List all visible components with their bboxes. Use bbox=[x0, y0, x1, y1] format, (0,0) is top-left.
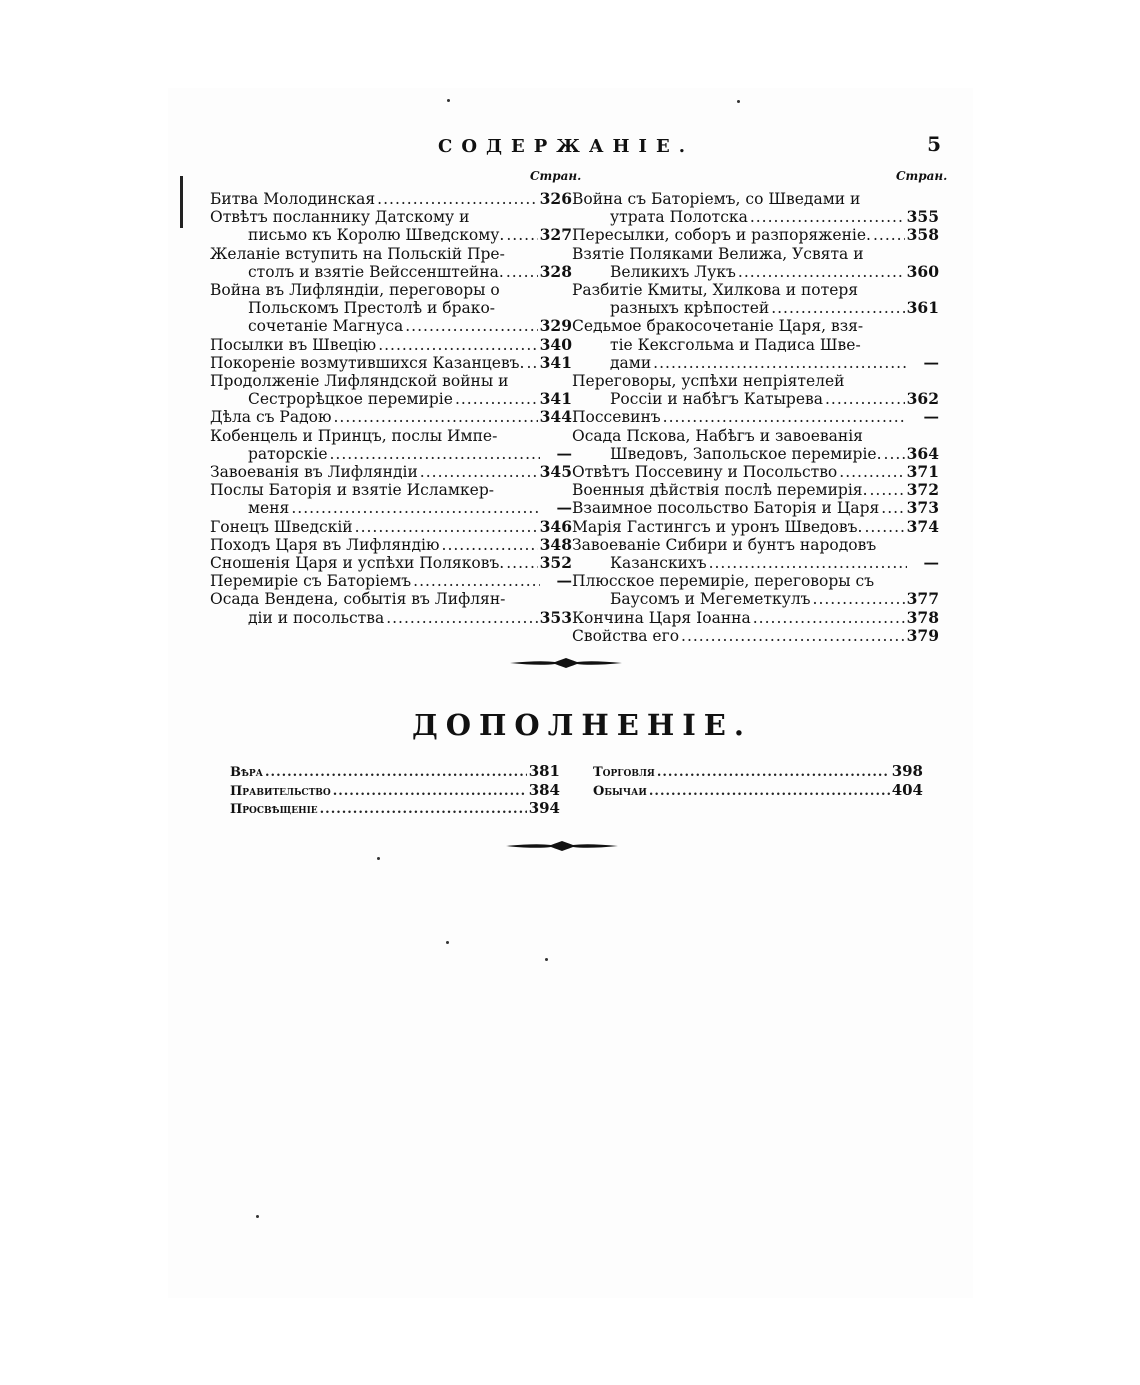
supplement-entry-title: Вѣра bbox=[230, 765, 264, 780]
toc-entry-row bbox=[572, 445, 939, 463]
toc-entry-page: 360 bbox=[906, 261, 939, 281]
dot-leader bbox=[420, 463, 538, 481]
toc-entry-row bbox=[210, 499, 572, 517]
toc-entry-page: 371 bbox=[906, 462, 939, 482]
toc-entry-title: Кобенцель и Принцъ, послы Импе- bbox=[210, 426, 498, 445]
toc-entry bbox=[210, 427, 572, 463]
toc-entry-row bbox=[210, 445, 572, 463]
toc-entry-page: 328 bbox=[539, 261, 572, 281]
running-title: СОДЕРЖАНІЕ. bbox=[438, 136, 694, 157]
dot-leader bbox=[506, 263, 538, 281]
toc-entry-title: Желаніе вступить на Польскій Пре- bbox=[210, 244, 505, 263]
dot-leader bbox=[386, 609, 537, 627]
dot-leader bbox=[738, 263, 905, 281]
toc-entry bbox=[210, 590, 572, 626]
toc-entry-page: — bbox=[923, 407, 939, 427]
toc-entry bbox=[572, 572, 939, 608]
speck bbox=[447, 99, 450, 102]
toc-entry-row bbox=[572, 408, 939, 426]
dot-leader bbox=[413, 572, 540, 590]
dot-leader bbox=[709, 554, 907, 572]
toc-entry-page: — bbox=[556, 498, 572, 518]
toc-entry-title: утрата Полотска bbox=[610, 208, 748, 227]
supplement-entry-page: 384 bbox=[528, 780, 560, 799]
toc-entry bbox=[210, 463, 572, 481]
toc-entry-title: Поссевинъ bbox=[572, 408, 661, 427]
toc-entry-title: Война въ Лифляндіи, переговоры о bbox=[210, 281, 500, 300]
toc-entry-title: Посылки въ Швецію bbox=[210, 335, 377, 354]
toc-entry-title: Дѣла съ Радою bbox=[210, 408, 332, 427]
supplement-entry-page: 404 bbox=[891, 780, 923, 799]
toc-entry-title: Походъ Царя въ Лифляндію bbox=[210, 535, 440, 554]
toc-entry-page: 372 bbox=[906, 480, 939, 500]
speck bbox=[377, 857, 380, 860]
toc-entry bbox=[572, 226, 939, 244]
toc-entry-page: 373 bbox=[906, 498, 939, 518]
toc-entry-row bbox=[572, 208, 939, 226]
toc-entry-title: Битва Молодинская bbox=[210, 190, 376, 208]
dot-leader bbox=[663, 408, 907, 426]
toc-entry bbox=[572, 536, 939, 572]
toc-entry-title: Марія Гастингсъ и уронъ Шведовъ. bbox=[572, 517, 863, 536]
dot-leader bbox=[750, 208, 905, 226]
dot-leader bbox=[506, 226, 537, 244]
toc-entry-row bbox=[572, 463, 939, 481]
toc-entry bbox=[210, 554, 572, 572]
toc-entry-row bbox=[572, 554, 939, 572]
toc-entry-page: — bbox=[556, 571, 572, 591]
supplement-entry-page: 381 bbox=[528, 762, 560, 780]
toc-entry-title: Переговоры, успѣхи непріятелей bbox=[572, 372, 845, 391]
toc-entry-row bbox=[210, 536, 572, 554]
dot-leader bbox=[526, 354, 537, 372]
dot-leader bbox=[333, 783, 527, 801]
toc-entry bbox=[572, 463, 939, 481]
toc-entry-row bbox=[210, 390, 572, 408]
toc-entry-title: дами bbox=[610, 353, 652, 372]
toc-entry bbox=[210, 190, 572, 208]
toc-entry bbox=[572, 245, 939, 281]
toc-entry-title: Сестрорѣцкое перемиріе bbox=[248, 390, 453, 409]
dot-leader bbox=[265, 764, 527, 782]
toc-entry-title: сочетаніе Магнуса bbox=[248, 317, 404, 336]
toc-entry-row bbox=[572, 390, 939, 408]
toc-entry-page: 358 bbox=[906, 225, 939, 245]
toc-entry-title: раторскіе bbox=[248, 444, 328, 463]
toc-entry-title: Осада Вендена, событія въ Лифлян- bbox=[210, 590, 506, 609]
dot-leader bbox=[455, 390, 538, 408]
toc-entry-row bbox=[210, 190, 572, 208]
toc-entry-row bbox=[210, 408, 572, 426]
toc-entry bbox=[572, 427, 939, 463]
toc-entry-page: 327 bbox=[539, 225, 572, 245]
toc-entry bbox=[210, 354, 572, 372]
supplement-entry bbox=[593, 763, 923, 782]
page-header bbox=[210, 132, 945, 166]
toc-entry-page: 378 bbox=[906, 607, 939, 627]
toc-entry-row bbox=[572, 627, 939, 645]
toc-entry-title: Баусомъ и Мегеметкулъ bbox=[610, 590, 811, 609]
supplement-entry bbox=[230, 782, 560, 801]
supplement-entry-title: Обычаи bbox=[593, 783, 647, 799]
toc-entry bbox=[210, 372, 572, 408]
supplement-entry-title: Просвѣщеніе bbox=[230, 802, 318, 817]
toc-entry-title: Взятіе Поляками Велижа, Усвята и bbox=[572, 244, 864, 263]
toc-entry-title: Разбитіе Кмиты, Хилкова и потеря bbox=[572, 281, 859, 300]
toc-entry bbox=[210, 536, 572, 554]
dot-leader bbox=[378, 336, 537, 354]
toc-entry-page: 353 bbox=[539, 607, 572, 627]
toc-entry-row bbox=[572, 518, 939, 536]
toc-entry-title: столъ и взятіе Вейссенштейна. bbox=[248, 262, 504, 281]
toc-entry bbox=[572, 499, 939, 517]
toc-entry-page: 345 bbox=[539, 462, 572, 482]
toc-entry-row bbox=[210, 317, 572, 335]
supplement-entry-page: 394 bbox=[528, 799, 560, 817]
toc-entry-page: 348 bbox=[539, 534, 572, 554]
dot-leader bbox=[870, 481, 905, 499]
dot-leader bbox=[864, 518, 904, 536]
supplement-entry bbox=[230, 800, 560, 819]
toc-entry-title: Шведовъ, Запольское перемиріе. bbox=[610, 444, 882, 463]
toc-entry-page: 329 bbox=[539, 316, 572, 336]
toc-entry bbox=[210, 336, 572, 354]
toc-entry-title: Покореніе возмутившихся Казанцевъ. bbox=[210, 353, 525, 372]
column-label-left: Стран. bbox=[530, 169, 582, 183]
dot-leader bbox=[873, 226, 905, 244]
supplement-title: ДОПОЛНЕНІЕ. bbox=[412, 708, 753, 742]
supplement-entry-title: Правительство bbox=[230, 783, 331, 799]
toc-entry-row bbox=[210, 226, 572, 244]
divider-ornament bbox=[510, 656, 622, 670]
toc-entry-row bbox=[210, 354, 572, 372]
toc-entry-title: Взаимное посольство Баторія и Царя bbox=[572, 499, 880, 518]
toc-entry bbox=[572, 518, 939, 536]
toc-entry bbox=[210, 208, 572, 244]
toc-entry bbox=[210, 481, 572, 517]
toc-entry-page: — bbox=[923, 352, 939, 372]
toc-entry-page: 340 bbox=[539, 334, 572, 354]
toc-entry-page: 377 bbox=[906, 589, 939, 609]
toc-entry bbox=[572, 190, 939, 226]
dot-leader bbox=[355, 518, 538, 536]
toc-entry-title: Завоеваніе Сибири и бунтъ народовъ bbox=[572, 535, 877, 554]
toc-entry-row bbox=[210, 463, 572, 481]
toc-entry bbox=[210, 572, 572, 590]
toc-entry-page: 361 bbox=[906, 298, 939, 318]
toc-entry-title: Продолженіе Лифляндской войны и bbox=[210, 372, 509, 391]
toc-entry-row bbox=[572, 226, 939, 244]
speck bbox=[545, 958, 548, 961]
toc-entry-row bbox=[572, 481, 939, 499]
dot-leader bbox=[771, 299, 904, 317]
dot-leader bbox=[681, 627, 905, 645]
toc-entry bbox=[572, 627, 939, 645]
toc-entry-title: Кончина Царя Іоанна bbox=[572, 608, 751, 627]
supplement-entry bbox=[593, 782, 923, 801]
toc-entry-row bbox=[210, 572, 572, 590]
toc-entry-title: Гонецъ Шведскій bbox=[210, 517, 353, 536]
supplement-entry-page: 398 bbox=[891, 762, 923, 780]
margin-mark bbox=[180, 176, 183, 228]
dot-leader bbox=[813, 590, 905, 608]
toc-entry-row bbox=[210, 554, 572, 572]
toc-entry bbox=[210, 408, 572, 426]
toc-entry-page: 379 bbox=[906, 625, 939, 645]
toc-entry-page: 352 bbox=[539, 553, 572, 573]
toc-entry bbox=[210, 245, 572, 281]
dot-leader bbox=[405, 317, 537, 335]
column-label-right: Стран. bbox=[896, 169, 948, 183]
toc-entry-row bbox=[572, 263, 939, 281]
toc-entry-page: 341 bbox=[539, 352, 572, 372]
dot-leader bbox=[377, 190, 537, 208]
dot-leader bbox=[653, 354, 907, 372]
toc-entry bbox=[210, 281, 572, 336]
toc-entry-page: 364 bbox=[906, 443, 939, 463]
dot-leader bbox=[333, 408, 537, 426]
toc-entry-row bbox=[572, 499, 939, 517]
toc-entry-row bbox=[210, 609, 572, 627]
toc-entry-row bbox=[210, 336, 572, 354]
toc-entry-row bbox=[210, 518, 572, 536]
toc-entry bbox=[572, 408, 939, 426]
dot-leader bbox=[320, 801, 527, 819]
dot-leader bbox=[753, 609, 905, 627]
toc-entry-row bbox=[572, 299, 939, 317]
toc-entry-page: 346 bbox=[539, 516, 572, 536]
toc-entry-title: письмо къ Королю Шведскому. bbox=[248, 226, 505, 245]
toc-entry-title: Осада Пскова, Набѣгъ и завоеванія bbox=[572, 426, 863, 445]
toc-entry-title: діи и посольства bbox=[248, 608, 385, 627]
end-ornament bbox=[506, 839, 618, 853]
toc-entry-title: Военныя дѣйствія послѣ перемирія. bbox=[572, 481, 868, 500]
toc-entry-title: Седьмое бракосочетаніе Царя, взя- bbox=[572, 317, 864, 336]
speck bbox=[737, 100, 740, 103]
supplement-entry-title: Торговля bbox=[593, 765, 655, 780]
toc-entry-title: Плюсское перемиріе, переговоры съ bbox=[572, 572, 875, 591]
toc-entry-page: — bbox=[923, 553, 939, 573]
toc-entry-row bbox=[572, 609, 939, 627]
toc-entry bbox=[572, 481, 939, 499]
dot-leader bbox=[825, 390, 905, 408]
toc-entry-page: 355 bbox=[906, 207, 939, 227]
dot-leader bbox=[291, 499, 540, 517]
dot-leader bbox=[442, 536, 538, 554]
toc-entry-title: тіе Кексгольма и Падиса Шве- bbox=[610, 335, 861, 354]
toc-entry-title: Пересылки, соборъ и разпоряженіе. bbox=[572, 226, 871, 245]
toc-entry-title: разныхъ крѣпостей bbox=[610, 299, 770, 318]
supplement-entry bbox=[230, 763, 560, 782]
toc-entry-row bbox=[572, 354, 939, 372]
toc-entry-title: Отвѣтъ Поссевину и Посольство bbox=[572, 463, 838, 482]
toc-entry-page: 362 bbox=[906, 389, 939, 409]
toc-entry-title: меня bbox=[248, 499, 290, 518]
toc-entry-title: Перемиріе съ Баторіемъ bbox=[210, 572, 412, 591]
toc-entry-page: — bbox=[556, 443, 572, 463]
toc-entry-title: Свойства его bbox=[572, 626, 680, 645]
dot-leader bbox=[839, 463, 904, 481]
toc-entry-row bbox=[572, 590, 939, 608]
toc-entry bbox=[210, 518, 572, 536]
toc-entry bbox=[572, 281, 939, 317]
speck bbox=[256, 1215, 259, 1218]
toc-entry-title: Война съ Баторіемъ, со Шведами и bbox=[572, 190, 861, 208]
toc-entry-title: Великихъ Лукъ bbox=[610, 262, 736, 281]
toc-entry-title: Казанскихъ bbox=[610, 554, 707, 573]
toc-entry-page: 374 bbox=[906, 516, 939, 536]
toc-entry-page: 341 bbox=[539, 389, 572, 409]
speck bbox=[446, 941, 449, 944]
toc-entry-title: Польскомъ Престолѣ и брако- bbox=[248, 299, 496, 318]
dot-leader bbox=[506, 554, 537, 572]
toc-entry-row bbox=[210, 263, 572, 281]
toc-entry bbox=[572, 372, 939, 408]
toc-entry-page: 326 bbox=[539, 189, 572, 208]
supplement-column-left bbox=[230, 763, 560, 819]
toc-entry-title: Россіи и набѣгъ Катырева bbox=[610, 390, 823, 409]
contents-column-left bbox=[210, 190, 572, 627]
toc-entry-title: Отвѣтъ посланнику Датскому и bbox=[210, 208, 470, 227]
toc-entry bbox=[572, 317, 939, 372]
toc-entry-title: Сношенія Царя и успѣхи Поляковъ. bbox=[210, 554, 505, 573]
toc-entry-page: 344 bbox=[539, 407, 572, 427]
dot-leader bbox=[881, 499, 904, 517]
dot-leader bbox=[884, 445, 905, 463]
contents-column-right bbox=[572, 190, 939, 645]
page-number: 5 bbox=[927, 132, 941, 156]
dot-leader bbox=[657, 764, 890, 782]
supplement-column-right bbox=[593, 763, 923, 800]
dot-leader bbox=[330, 445, 541, 463]
toc-entry-title: Завоеванія въ Лифляндіи bbox=[210, 463, 418, 482]
toc-entry-title: Послы Баторія и взятіе Исламкер- bbox=[210, 481, 494, 500]
toc-entry bbox=[572, 609, 939, 627]
dot-leader bbox=[649, 783, 890, 801]
